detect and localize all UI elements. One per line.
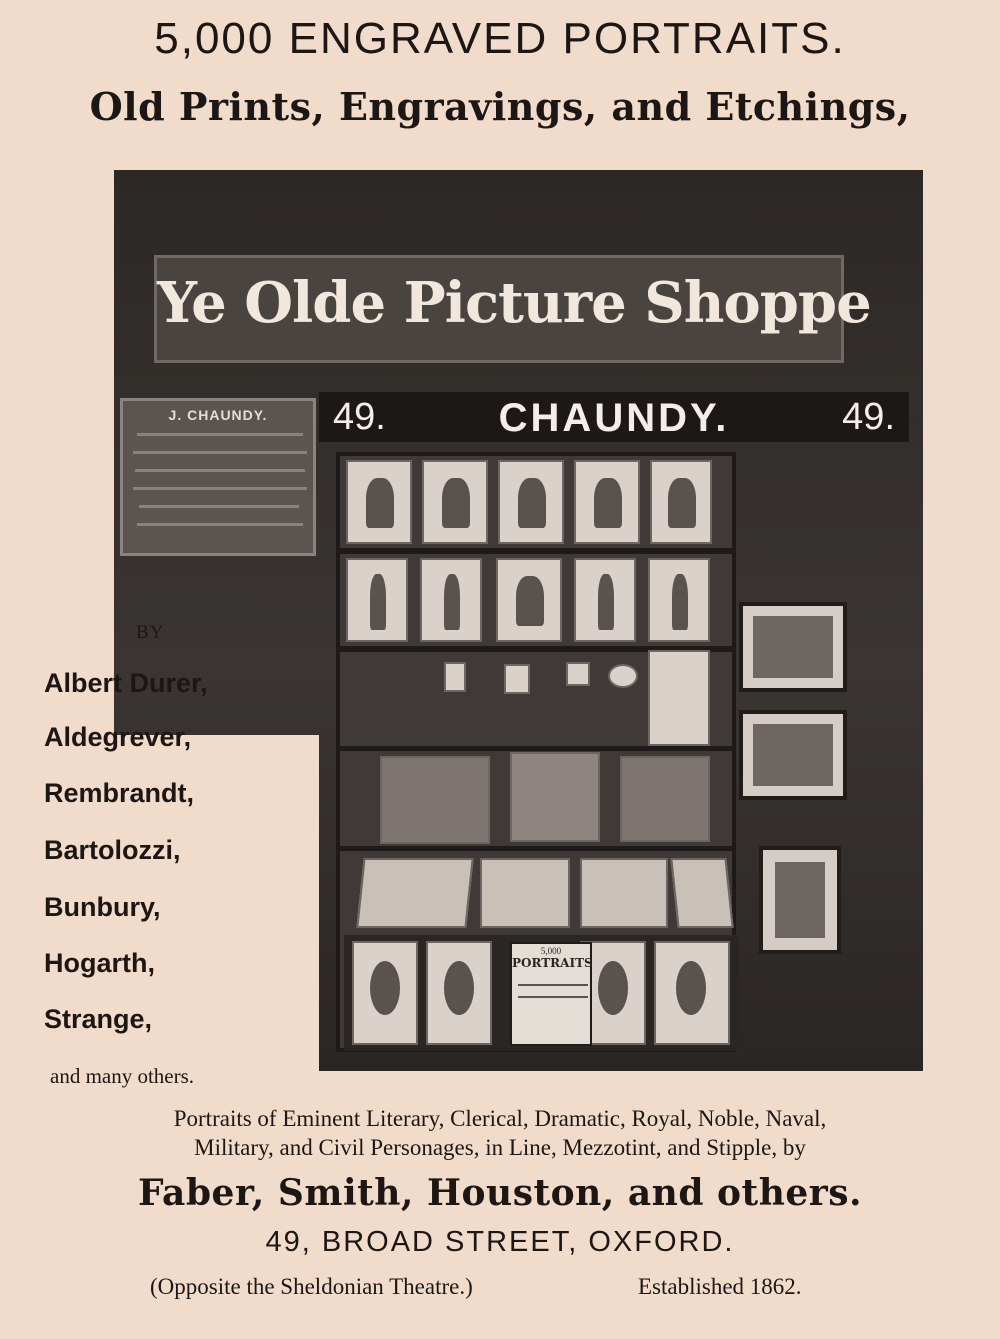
- portrait-print: [346, 460, 412, 544]
- shop-front-photo: [114, 170, 923, 1071]
- miniature: [504, 664, 530, 694]
- portrait-print: [498, 460, 564, 544]
- figure-print: [420, 558, 482, 642]
- folio-print: [670, 858, 733, 928]
- figure-print: [648, 558, 710, 642]
- figure-print: [574, 558, 636, 642]
- fascia-name: CHAUNDY.: [498, 396, 730, 440]
- large-print: [380, 756, 490, 844]
- miniature: [608, 664, 638, 688]
- artist-name: Bunbury,: [44, 892, 161, 922]
- figure-print: [346, 558, 408, 642]
- notice-heading: PORTRAITS: [512, 956, 593, 970]
- address: 49, BROAD STREET, OXFORD.: [265, 1226, 735, 1258]
- miniature: [444, 662, 466, 692]
- portraits-description: Military, and Civil Personages, in Line, Mezzotint, and Stipple, by: [194, 1135, 806, 1160]
- shop-fascia: [319, 392, 909, 442]
- large-print: [620, 756, 710, 842]
- notice-line: [518, 984, 588, 986]
- portrait-print: [352, 941, 418, 1045]
- portrait-print: [426, 941, 492, 1045]
- plaque-line: [137, 523, 303, 526]
- portrait-print: [574, 460, 640, 544]
- plaque-line: [133, 451, 307, 454]
- portraits-description: Portraits of Eminent Literary, Clerical, Dramatic, Royal, Noble, Naval,: [173, 1106, 827, 1131]
- plaque-line: [133, 487, 307, 490]
- shop-sign-text: Ye Olde Picture Shoppe: [157, 270, 871, 336]
- portrait-print: [654, 941, 730, 1045]
- framed-picture: [759, 846, 841, 954]
- location-note: (Opposite the Sheldonian Theatre.): [150, 1274, 473, 1299]
- plaque-name: J. CHAUNDY.: [168, 407, 268, 423]
- miniature: [566, 662, 590, 686]
- fascia-number-left: 49.: [333, 396, 386, 438]
- artist-name: Bartolozzi,: [44, 835, 181, 865]
- plaque-line: [137, 433, 303, 436]
- engravers-line: Faber, Smith, Houston, and others.: [137, 1172, 863, 1214]
- portrait-print: [422, 460, 488, 544]
- figure-print: [496, 558, 562, 642]
- subheadline: Old Prints, Engravings, and Etchings,: [89, 84, 911, 129]
- plaque-line: [139, 505, 299, 508]
- fascia-number-right: 49.: [842, 396, 895, 438]
- framed-picture: [739, 602, 847, 692]
- plaque-line: [135, 469, 305, 472]
- notice-count: 5,000: [540, 946, 562, 956]
- and-others: and many others.: [50, 1064, 195, 1088]
- notice-line: [518, 996, 588, 998]
- artist-name: Albert Durer,: [44, 668, 208, 698]
- portraits-notice: [510, 942, 592, 1046]
- name-plaque: [120, 398, 316, 556]
- framed-picture: [739, 710, 847, 800]
- by-label: BY: [136, 622, 165, 643]
- folio-print: [580, 858, 668, 928]
- artist-name: Rembrandt,: [44, 778, 195, 808]
- headline: 5,000 ENGRAVED PORTRAITS.: [154, 14, 846, 63]
- portrait-print: [650, 460, 712, 544]
- folio-print: [480, 858, 570, 928]
- calendar-print: [648, 650, 710, 746]
- artist-name: Aldegrever,: [44, 722, 192, 752]
- artist-name: Strange,: [44, 1004, 153, 1034]
- large-print: [510, 752, 600, 842]
- established-date: Established 1862.: [638, 1274, 802, 1299]
- folio-print: [356, 858, 473, 928]
- shop-sign: [154, 255, 871, 363]
- artist-name: Hogarth,: [44, 948, 155, 978]
